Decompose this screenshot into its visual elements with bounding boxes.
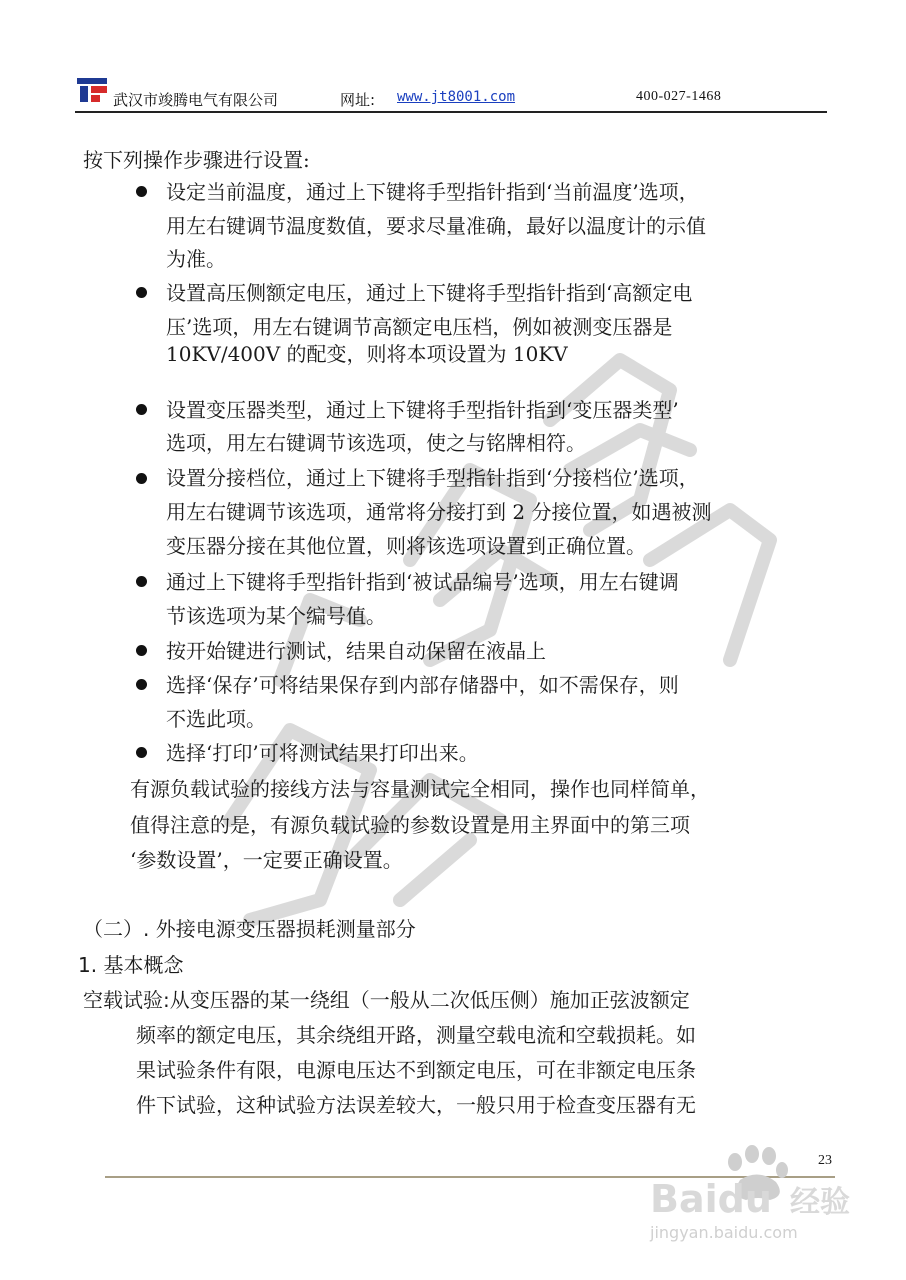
bullet-7-line-1: 选择‘保存’可将结果保存到内部存储器中，如不需保存，则 xyxy=(166,673,679,697)
paragraph-line-2: 值得注意的是，有源负载试验的参数设置是用主界面中的第三项 xyxy=(130,813,690,837)
page-number: 23 xyxy=(818,1153,832,1168)
bullet-4-line-1: 设置分接档位，通过上下键将手型指针指到‘分接档位’选项， xyxy=(166,466,699,490)
company-logo xyxy=(77,78,107,102)
section-heading: （二）. 外接电源变压器损耗测量部分 xyxy=(83,917,416,941)
paragraph-line-3: ‘参数设置’，一定要正确设置。 xyxy=(130,848,403,872)
bullet-8-line-1: 选择‘打印’可将测试结果打印出来。 xyxy=(166,741,479,765)
sub-heading: 1. 基本概念 xyxy=(78,953,184,977)
bullet-1-line-1: 设定当前温度，通过上下键将手型指针指到‘当前温度’选项， xyxy=(166,180,699,204)
bullet-3-line-2: 选项，用左右键调节该选项，使之与铭牌相符。 xyxy=(166,431,586,455)
bullet-dot xyxy=(136,576,147,587)
bullet-dot xyxy=(136,645,147,656)
header-phone: 400-027-1468 xyxy=(636,89,722,104)
concept-term: 空载试验: xyxy=(83,988,170,1012)
bullet-4-line-2: 用左右键调节该选项，通常将分接打到 2 分接位置，如遇被测 xyxy=(166,500,712,524)
bullet-1-line-2: 用左右键调节温度数值，要求尽量准确，最好以温度计的示值 xyxy=(166,214,706,238)
bullet-5-line-1: 通过上下键将手型指针指到‘被试品编号’选项，用左右键调 xyxy=(166,570,679,594)
bullet-4-line-3: 变压器分接在其他位置，则将该选项设置到正确位置。 xyxy=(166,534,646,558)
concept-first-text: 从变压器的某一绕组（一般从二次低压侧）施加正弦波额定 xyxy=(169,988,690,1012)
header-website-link[interactable]: www.jt8001.com xyxy=(397,89,516,105)
bullet-dot xyxy=(136,747,147,758)
svg-text:jingyan.baidu.com: jingyan.baidu.com xyxy=(650,1223,798,1242)
bullet-2-line-3: 10KV/400V 的配变，则将本项设置为 10KV xyxy=(166,342,568,366)
paragraph-line-1: 有源负载试验的接线方法与容量测试完全相同，操作也同样简单， xyxy=(130,777,710,801)
bullet-2-line-1: 设置高压侧额定电压，通过上下键将手型指针指到‘高额定电 xyxy=(166,281,693,305)
bullet-dot xyxy=(136,404,147,415)
header-divider xyxy=(75,111,827,113)
header-company-name: 武汉市竣腾电气有限公司 xyxy=(113,91,279,109)
bullet-2-line-2: 压’选项，用左右键调节高额定电压档，例如被测变压器是 xyxy=(166,315,673,339)
concept-line-2: 频率的额定电压，其余绕组开路，测量空载电流和空载损耗。如 xyxy=(136,1023,696,1047)
bullet-dot xyxy=(136,186,147,197)
svg-text:经验: 经验 xyxy=(790,1185,850,1220)
concept-line-4: 件下试验，这种试验方法误差较大，一般只用于检查变压器有无 xyxy=(136,1093,696,1117)
intro-text: 按下列操作步骤进行设置: xyxy=(83,148,310,172)
concept-line-1 xyxy=(83,983,690,1017)
concept-line-3: 果试验条件有限，电源电压达不到额定电压，可在非额定电压条 xyxy=(136,1058,696,1082)
bullet-dot xyxy=(136,287,147,298)
bullet-7-line-2: 不选此项。 xyxy=(166,707,266,731)
header-website-label: 网址: xyxy=(340,91,376,109)
bullet-dot xyxy=(136,473,147,484)
svg-text:Baidu: Baidu xyxy=(650,1177,772,1221)
bullet-5-line-2: 节该选项为某个编号值。 xyxy=(166,604,386,628)
bullet-dot xyxy=(136,679,147,690)
baidu-jingyan-logo xyxy=(640,1140,880,1250)
bullet-1-line-3: 为准。 xyxy=(166,247,226,271)
bullet-6-line-1: 按开始键进行测试，结果自动保留在液晶上 xyxy=(166,639,546,663)
bullet-3-line-1: 设置变压器类型，通过上下键将手型指针指到‘变压器类型’ xyxy=(166,398,679,422)
